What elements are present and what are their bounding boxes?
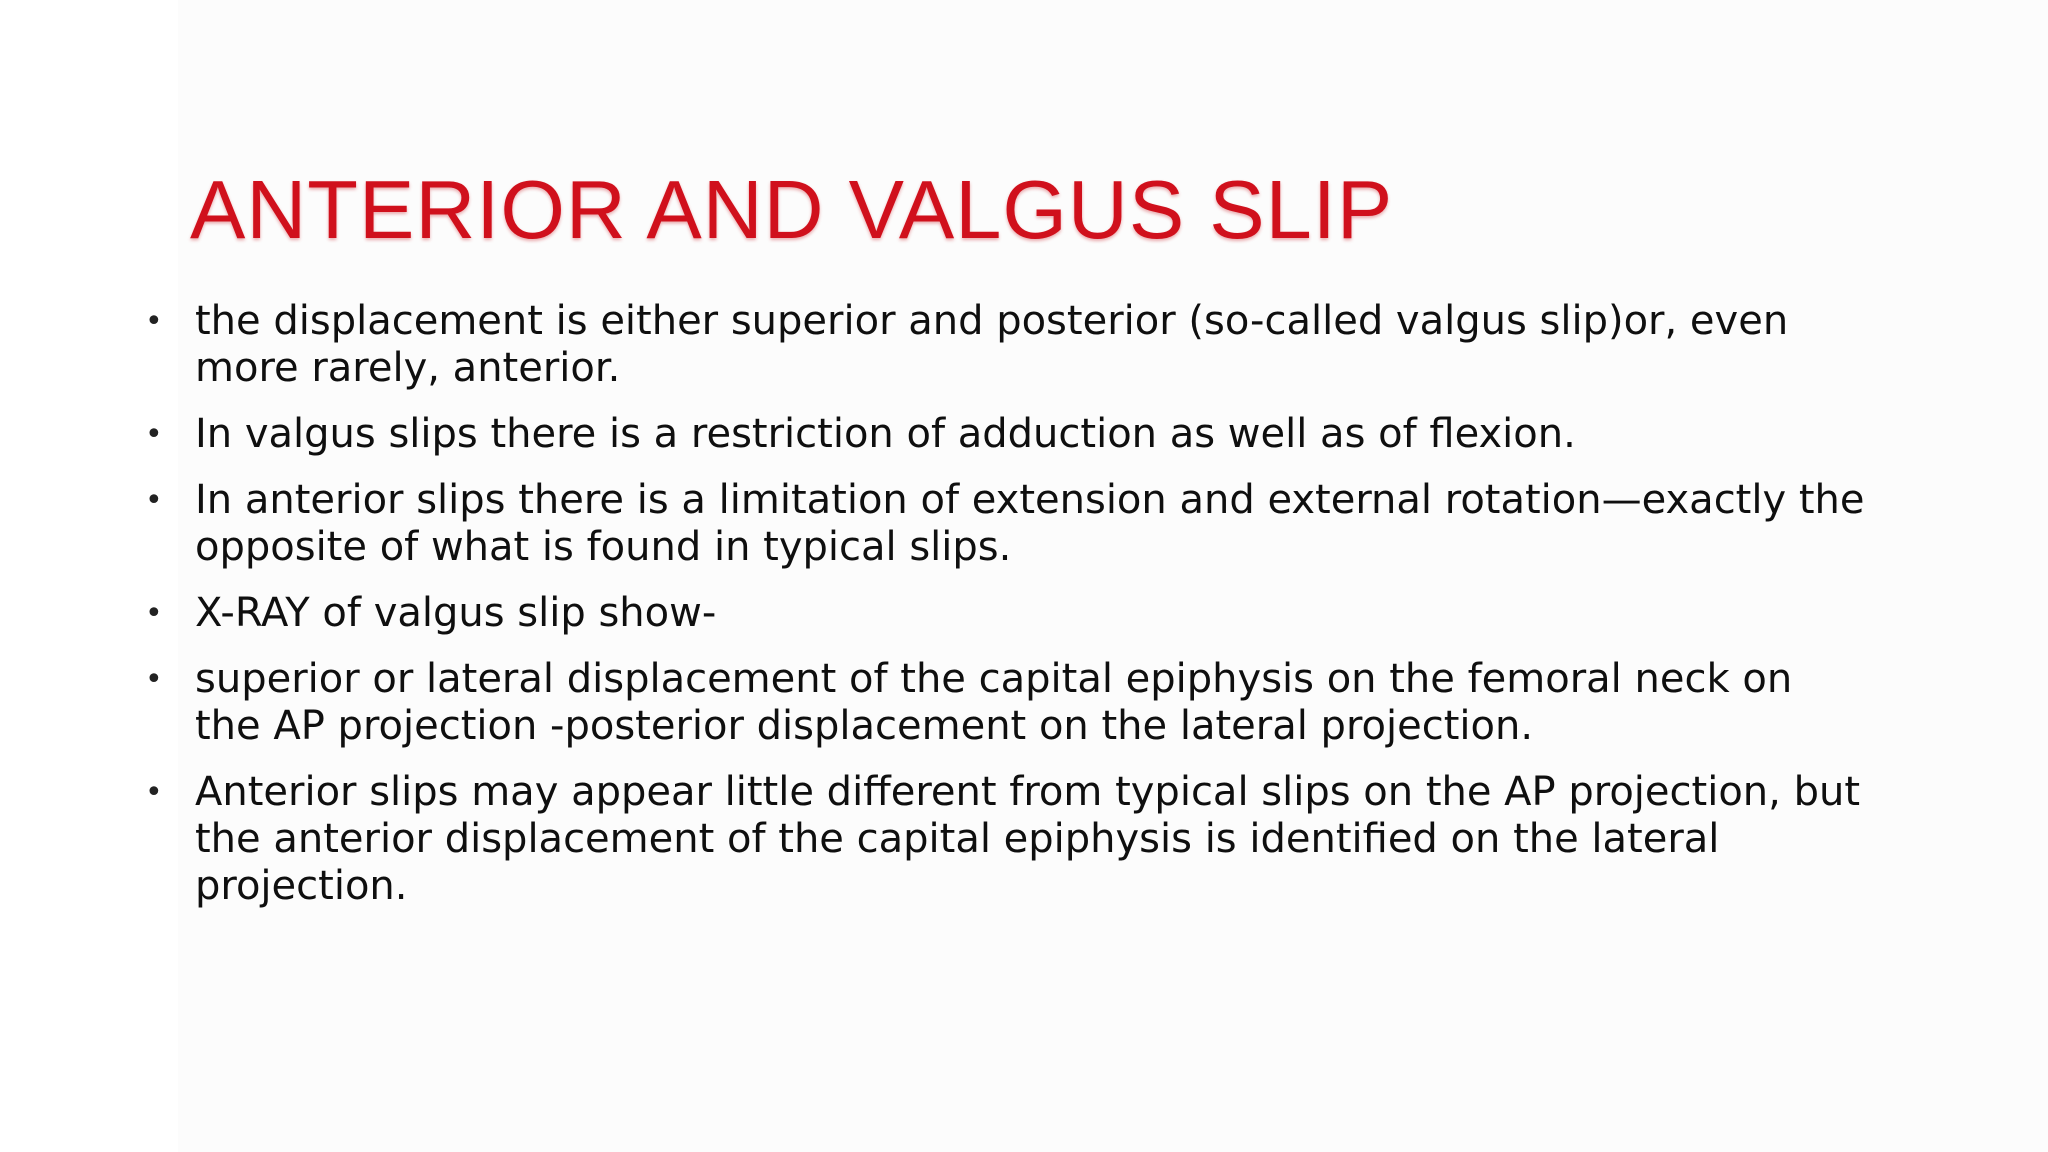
bullet-marker: • (145, 417, 163, 452)
slide-title: ANTERIOR AND VALGUS SLIP (190, 163, 1394, 256)
bullet-item (145, 411, 1865, 458)
bullet-item (145, 590, 1865, 637)
bullet-text: superior or lateral displacement of the capital epiphysis on the femoral neck on the AP projection -posterior displacement on the lateral projection. (195, 656, 1793, 749)
bullet-list (145, 298, 1865, 929)
bullet-item (145, 298, 1865, 392)
bullet-marker: • (145, 596, 163, 631)
bullet-text: Anterior slips may appear little different from typical slips on the AP projection, but the anterior displacement of the capital epiphysis is identified on the lateral projection. (195, 769, 1860, 909)
bullet-text: In valgus slips there is a restriction of adduction as well as of flexion. (195, 411, 1576, 457)
bullet-marker: • (145, 483, 163, 518)
bullet-marker: • (145, 304, 163, 339)
bullet-item (145, 477, 1865, 571)
bullet-text: the displacement is either superior and posterior (so-called valgus slip)or, even more rarely, anterior. (195, 298, 1789, 391)
bullet-text: X-RAY of valgus slip show- (195, 590, 717, 636)
bullet-text: In anterior slips there is a limitation of extension and external rotation—exactly the opposite of what is found in typical slips. (195, 477, 1865, 570)
bullet-marker: • (145, 662, 163, 697)
bullet-item (145, 656, 1865, 750)
bullet-marker: • (145, 775, 163, 810)
bullet-item (145, 769, 1865, 910)
